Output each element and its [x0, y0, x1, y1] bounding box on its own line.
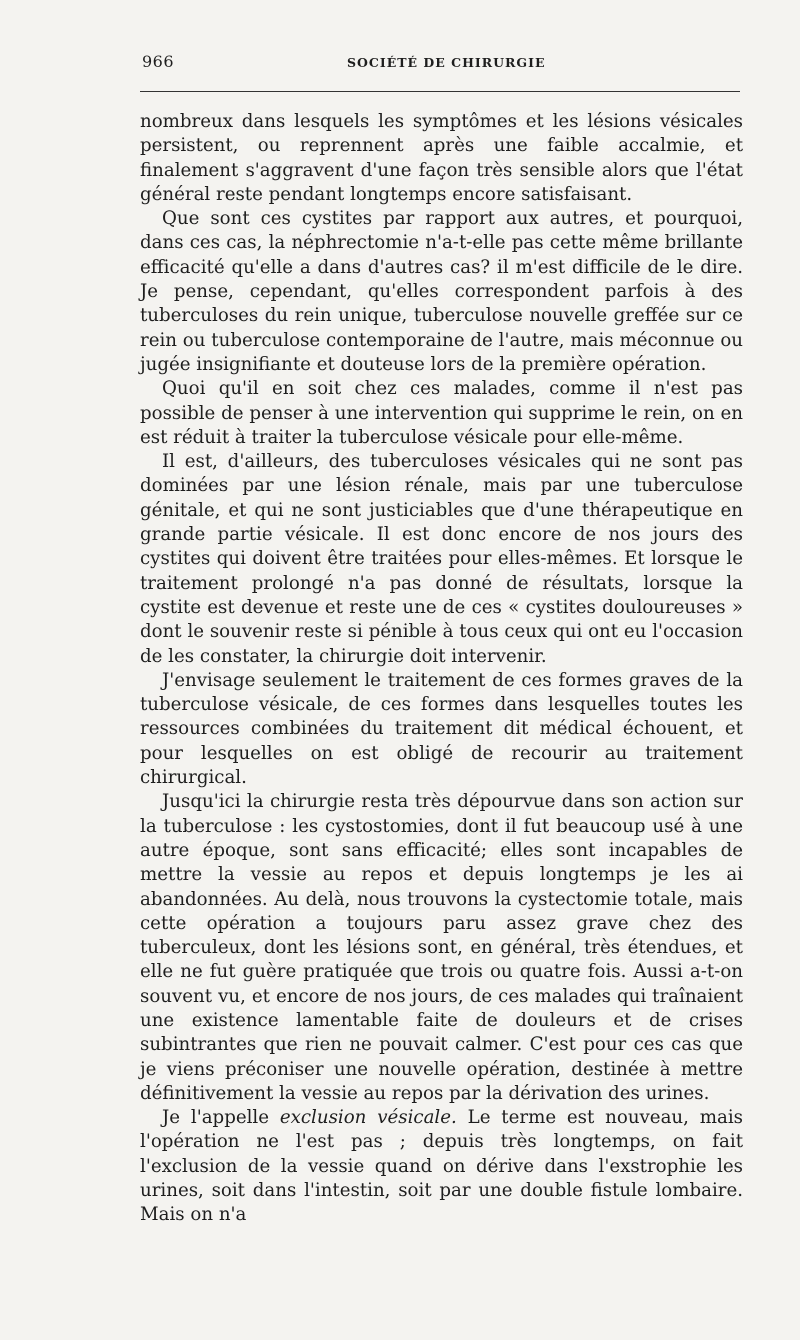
header-rule [140, 91, 740, 92]
paragraph-lead: Je l'appelle [162, 1107, 280, 1129]
running-title: SOCIÉTÉ DE CHIRURGIE [347, 55, 546, 70]
paragraph: Que sont ces cystites par rapport aux autres, et pourquoi, dans ces cas, la néphrectomie n'a-t-elle pas cette même brillante efficacité qu'elle a dans d'autres cas? il m'est difficile de le dire. Je pense, cependant, qu'elles correspondent parfois à des tuberculoses du rein unique, tuberculose nouvelle greffée sur ce rein ou tuberculose contemporaine de l'autre, mais méconnue ou jugée insignifiante et douteuse lors de la première opération. [140, 208, 743, 375]
body-text [140, 110, 743, 1228]
paragraph: J'envisage seulement le traitement de ces formes graves de la tuberculose vésicale, de ces formes dans lesquelles toutes les ressources combinées du traitement dit médical échouent, et pour lesquelles on est obligé de recourir au traitement chirurgical. [140, 669, 743, 789]
paragraph: Jusqu'ici la chirurgie resta très dépourvue dans son action sur la tuberculose : les cystostomies, dont il fut beaucoup usé à une autre époque, sont sans efficacité; elles sont incapables de mettre la vessie au repos et depuis longtemps je les ai abandonnées. Au delà, nous trouvons la cystectomie totale, mais cette opération a toujours paru assez grave chez des tuberculeux, dont les lésions sont, en général, très étendues, et elle ne fut guère pratiquée que trois ou quatre fois. Aussi a-t-on souvent vu, et encore de nos jours, de ces malades qui traînaient une existence lamentable faite de douleurs et de crises subintrantes que rien ne pouvait calmer. C'est pour ces cas que je viens préconiser une nouvelle opération, destinée à mettre définitivement la vessie au repos par la dérivation des urines. [140, 791, 743, 1104]
paragraph-last [140, 1106, 743, 1227]
paragraph: Quoi qu'il en soit chez ces malades, comme il n'est pas possible de penser à une intervention qui supprime le rein, on en est réduit à traiter la tuberculose vésicale pour elle-même. [140, 378, 743, 448]
page-header [140, 52, 740, 82]
paragraph: Il est, d'ailleurs, des tuberculoses vésicales qui ne sont pas dominées par une lésion rénale, mais par une tuberculose génitale, et qui ne sont justiciables que d'une thérapeutique en grande partie vésicale. Il est donc encore de nos jours des cystites qui doivent être traitées pour elles-mêmes. Et lorsque le traitement prolongé n'a pas donné de résultats, lorsque la cystite est devenue et reste une de ces « cystites douloureuses » dont le souvenir reste si pénible à tous ceux qui ont eu l'occasion de les constater, la chirurgie doit intervenir. [140, 451, 743, 667]
italic-term: exclusion vésicale. [279, 1107, 457, 1129]
page-number: 966 [142, 52, 175, 71]
paragraph-rest: Le terme est nouveau, mais l'opération ne l'est pas ; depuis très longtemps, on fait l'exclusion de la vessie quand on dérive dans l'exstrophie les urines, soit dans l'intestin, soit par une double fistule lombaire. Mais on n'a [140, 1107, 743, 1226]
paragraph: nombreux dans lesquels les symptômes et les lésions vésicales persistent, ou reprennent après une faible accalmie, et finalement s'aggravent d'une façon très sensible alors que l'état général reste pendant longtemps encore satisfaisant. [140, 111, 743, 205]
